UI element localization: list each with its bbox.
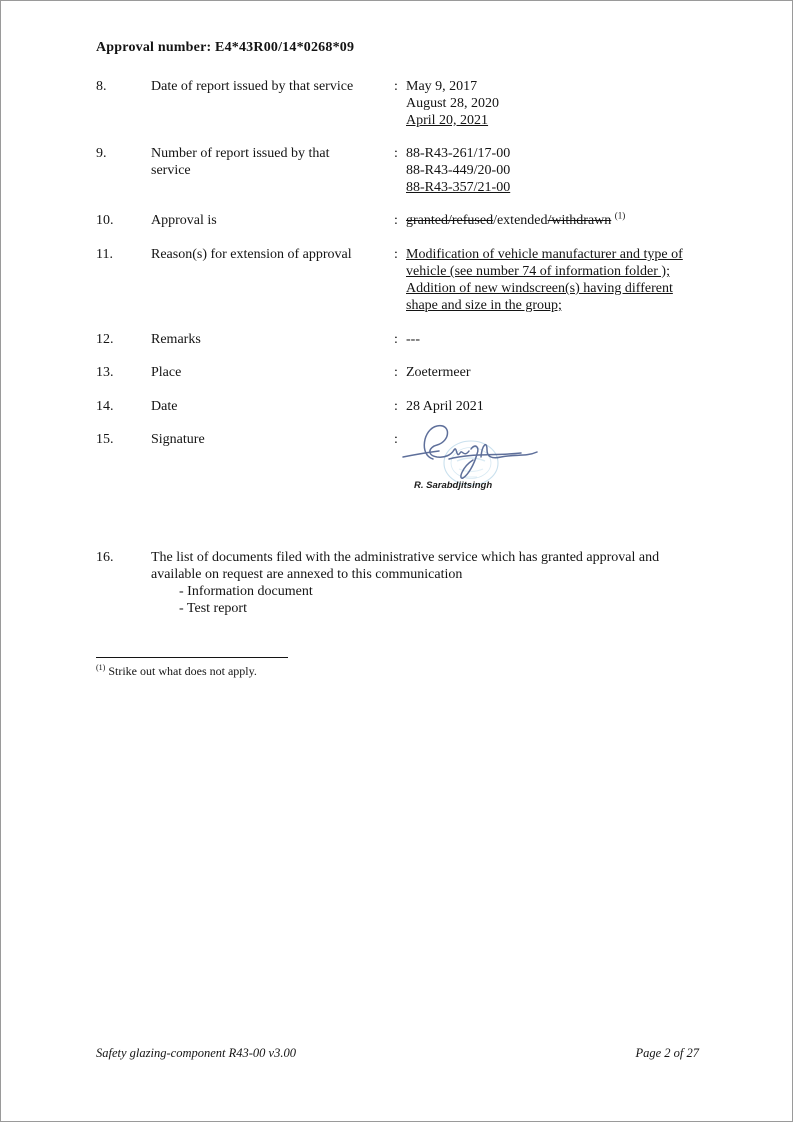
item-row-14 <box>96 398 702 415</box>
value-line: April 20, 2021 <box>406 113 489 128</box>
page-footer <box>96 1045 699 1062</box>
colon-separator: : <box>394 213 398 228</box>
item-label: Date of report issued by that service <box>151 79 354 94</box>
struck-option: /withdrawn <box>547 213 612 228</box>
item-row-13 <box>96 364 702 381</box>
item-label: Date <box>151 399 178 414</box>
approval-number-heading: Approval number: E4*43R00/14*0268*09 <box>96 40 355 55</box>
item-value: Zoetermeer <box>406 365 471 380</box>
footer-page-number: Page 2 of 27 <box>635 1046 699 1060</box>
item-number: 14. <box>96 399 114 414</box>
item-label: Signature <box>151 432 205 447</box>
item-text-line: available on request are annexed to this communication <box>151 567 463 582</box>
footer-document-id: Safety glazing-component R43-00 v3.00 <box>96 1046 296 1060</box>
item-number: 12. <box>96 332 114 347</box>
colon-separator: : <box>394 146 398 161</box>
value-line: shape and size in the group; <box>406 298 562 313</box>
option-separator: / <box>493 213 497 228</box>
item-value <box>406 246 702 314</box>
item-row-16 <box>96 549 702 617</box>
colon-separator: : <box>394 432 398 447</box>
item-number: 13. <box>96 365 114 380</box>
value-line: Modification of vehicle manufacturer and type of <box>406 247 683 262</box>
value-line: August 28, 2020 <box>406 96 499 111</box>
item-value: 28 April 2021 <box>406 399 484 414</box>
annexed-document-item: - Information document <box>179 584 313 599</box>
item-label: Approval is <box>151 213 217 228</box>
item-row-8 <box>96 78 702 129</box>
footnote-text: Strike out what does not apply. <box>105 664 257 678</box>
footnote-reference: (1) <box>614 210 626 221</box>
value-line: 88-R43-261/17-00 <box>406 146 511 161</box>
item-number: 16. <box>96 550 114 565</box>
item-row-12 <box>96 331 702 348</box>
item-value <box>406 78 702 129</box>
item-number: 11. <box>96 247 113 262</box>
item-value <box>406 145 702 196</box>
value-line: vehicle (see number 74 of information folder ); <box>406 264 670 279</box>
item-row-9 <box>96 145 702 196</box>
footnote <box>96 663 257 680</box>
value-line: 88-R43-449/20-00 <box>406 163 511 178</box>
annexed-document-item: - Test report <box>179 601 247 616</box>
item-label: Remarks <box>151 332 201 347</box>
item-number: 10. <box>96 213 114 228</box>
colon-separator: : <box>394 247 398 262</box>
signature-block <box>399 417 544 497</box>
item-label-line: service <box>151 163 191 178</box>
item-value: --- <box>406 332 420 347</box>
kept-option: extended <box>496 213 548 228</box>
footnote-marker: (1) <box>96 663 106 672</box>
signatory-name: R. Sarabdjitsingh <box>414 480 493 491</box>
item-number: 15. <box>96 432 114 447</box>
value-line: Addition of new windscreen(s) having different <box>406 281 673 296</box>
item-label <box>151 145 394 179</box>
item-number: 9. <box>96 146 107 161</box>
colon-separator: : <box>394 399 398 414</box>
approval-status-value <box>406 212 702 229</box>
item-text-line: The list of documents filed with the administrative service which has granted approval and <box>151 550 660 565</box>
colon-separator: : <box>394 332 398 347</box>
item-number: 8. <box>96 79 107 94</box>
colon-separator: : <box>394 365 398 380</box>
colon-separator: : <box>394 79 398 94</box>
item-label: Place <box>151 365 182 380</box>
value-line: 88-R43-357/21-00 <box>406 180 511 195</box>
value-line: May 9, 2017 <box>406 79 478 94</box>
item-text <box>151 549 702 617</box>
item-row-10 <box>96 212 702 229</box>
item-label-line: Number of report issued by that <box>151 146 330 161</box>
footnote-divider <box>96 657 288 658</box>
struck-option: granted/refused <box>406 213 494 228</box>
item-row-11 <box>96 246 702 314</box>
item-label: Reason(s) for extension of approval <box>151 247 352 262</box>
